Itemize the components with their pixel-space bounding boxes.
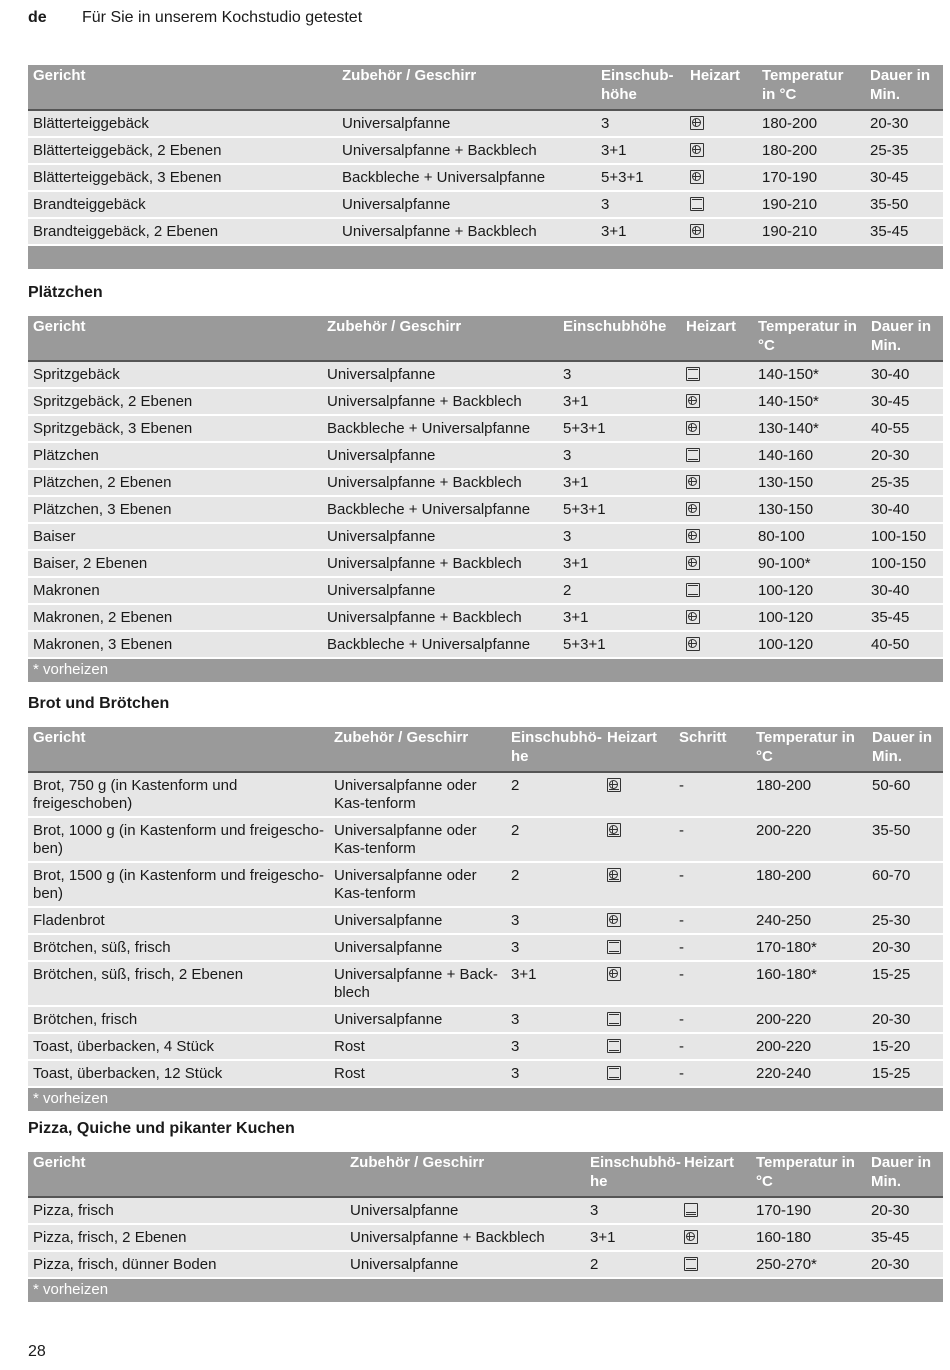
table-cell: Universalpfanne	[345, 1251, 585, 1278]
heating-mode-cell	[681, 631, 753, 658]
table-cell: 25-35	[865, 137, 943, 164]
table-cell: 20-30	[867, 934, 943, 961]
fan-heat-icon	[686, 421, 700, 435]
table-cell: 40-55	[866, 415, 943, 442]
table-cell: Plätzchen, 3 Ebenen	[28, 496, 322, 523]
fan-heat-icon	[686, 475, 700, 489]
pizza-heat-icon	[684, 1203, 698, 1217]
table-cell: Backbleche + Universalpfanne	[322, 496, 558, 523]
table-row	[28, 862, 943, 907]
table-cell: 200-220	[751, 1006, 867, 1033]
table-cell: Spritzgebäck	[28, 361, 322, 388]
table-cell: Universalpfanne	[322, 442, 558, 469]
table-cell: 3+1	[558, 604, 681, 631]
heating-mode-cell	[602, 961, 674, 1006]
table-cell: 90-100*	[753, 550, 866, 577]
column-header: Temperatur in °C	[757, 65, 865, 110]
table-pizza	[28, 1152, 943, 1302]
table-cell: Rost	[329, 1033, 506, 1060]
table-cell: Spritzgebäck, 3 Ebenen	[28, 415, 322, 442]
table-cell: Baiser	[28, 523, 322, 550]
table-cell: 3+1	[558, 388, 681, 415]
table-cell: 160-180*	[751, 961, 867, 1006]
table-cell: 5+3+1	[596, 164, 685, 191]
table-cell: 20-30	[866, 1197, 943, 1224]
column-header: Heizart	[679, 1152, 751, 1197]
table-cell: Spritzgebäck, 2 Ebenen	[28, 388, 322, 415]
table-cell: -	[674, 772, 751, 817]
table-cell: 140-160	[753, 442, 866, 469]
table-row	[28, 164, 943, 191]
bread-heat-icon	[607, 868, 621, 882]
table-cell: -	[674, 1060, 751, 1087]
table-cell: 5+3+1	[558, 631, 681, 658]
section-title-plaetzchen: Plätzchen	[28, 284, 103, 301]
table-cell: Universalpfanne + Backblech	[322, 388, 558, 415]
table-cell: 2	[506, 772, 602, 817]
table-cell: 100-120	[753, 577, 866, 604]
table-plaetzchen	[28, 316, 943, 682]
table-cell: 100-120	[753, 631, 866, 658]
table-cell: Pizza, frisch, dünner Boden	[28, 1251, 345, 1278]
table-row	[28, 415, 943, 442]
table-row	[28, 1033, 943, 1060]
table-cell: Universalpfanne	[329, 934, 506, 961]
table-cell: 35-50	[865, 191, 943, 218]
table-cell: Universalpfanne + Backblech	[345, 1224, 585, 1251]
table-cell: Plätzchen	[28, 442, 322, 469]
heating-mode-cell	[685, 191, 757, 218]
table-cell: Universalpfanne	[329, 907, 506, 934]
top-bottom-heat-icon	[686, 367, 700, 381]
table-cell: -	[674, 862, 751, 907]
top-bottom-heat-icon	[607, 1066, 621, 1080]
table-cell: Makronen, 2 Ebenen	[28, 604, 322, 631]
table-cell: Universalpfanne oder Kas-tenform	[329, 817, 506, 862]
table-row	[28, 550, 943, 577]
section-title-pizza: Pizza, Quiche und pikanter Kuchen	[28, 1120, 295, 1137]
language-code: de	[28, 9, 47, 26]
table-cell: 100-150	[866, 523, 943, 550]
table-cell: 2	[558, 577, 681, 604]
heating-mode-cell	[681, 496, 753, 523]
table-cell: -	[674, 1033, 751, 1060]
table-cell: Brandteiggebäck	[28, 191, 337, 218]
bread-heat-icon	[607, 778, 621, 792]
table-cell: Universalpfanne + Backblech	[322, 550, 558, 577]
table-cell: 5+3+1	[558, 496, 681, 523]
heating-mode-cell	[685, 164, 757, 191]
table-cell: 3	[558, 442, 681, 469]
table-cell: Universalpfanne + Backblech	[337, 218, 596, 245]
heating-mode-cell	[602, 1033, 674, 1060]
page-header	[28, 9, 362, 27]
heating-mode-cell	[685, 110, 757, 137]
table-cell: 30-40	[866, 361, 943, 388]
table-cell: Rost	[329, 1060, 506, 1087]
table-row	[28, 388, 943, 415]
table-cell: 25-30	[867, 907, 943, 934]
table-cell: Makronen	[28, 577, 322, 604]
table-cell: 2	[506, 862, 602, 907]
column-header: Gericht	[28, 1152, 345, 1197]
fan-heat-icon	[690, 116, 704, 130]
table-cell: 3+1	[596, 137, 685, 164]
table-cell: 200-220	[751, 817, 867, 862]
heating-mode-cell	[679, 1197, 751, 1224]
table-footer-bar	[28, 245, 943, 269]
table-cell: 180-200	[757, 137, 865, 164]
table-cell: Universalpfanne oder Kas-tenform	[329, 862, 506, 907]
fan-heat-icon	[686, 556, 700, 570]
table-cell: Universalpfanne + Backblech	[337, 137, 596, 164]
table-cell: 20-30	[866, 442, 943, 469]
table-cell: 3+1	[558, 469, 681, 496]
table-cell: 20-30	[867, 1006, 943, 1033]
table-cell: 25-35	[866, 469, 943, 496]
heating-mode-cell	[679, 1251, 751, 1278]
table-cell: 3+1	[585, 1224, 679, 1251]
table-cell: Toast, überbacken, 12 Stück	[28, 1060, 329, 1087]
table-cell: Pizza, frisch	[28, 1197, 345, 1224]
column-header: Gericht	[28, 65, 337, 110]
column-header: Einschubhö-he	[585, 1152, 679, 1197]
table-row	[28, 1060, 943, 1087]
table-cell: 50-60	[867, 772, 943, 817]
heating-mode-cell	[681, 523, 753, 550]
heating-mode-cell	[679, 1224, 751, 1251]
table-cell: 3	[506, 1033, 602, 1060]
table-cell: 3	[506, 1006, 602, 1033]
footnote: * vorheizen	[28, 658, 943, 682]
table-cell: Pizza, frisch, 2 Ebenen	[28, 1224, 345, 1251]
table-row	[28, 523, 943, 550]
table-cell: Brandteiggebäck, 2 Ebenen	[28, 218, 337, 245]
table-cell: Brot, 1000 g (in Kastenform und freigescho-ben)	[28, 817, 329, 862]
table-cell: 200-220	[751, 1033, 867, 1060]
bread-heat-icon	[607, 823, 621, 837]
table-row	[28, 934, 943, 961]
heating-mode-cell	[681, 442, 753, 469]
column-header: Zubehör / Geschirr	[337, 65, 596, 110]
table-cell: 180-200	[751, 772, 867, 817]
table-cell: 170-190	[757, 164, 865, 191]
table-cell: 3+1	[506, 961, 602, 1006]
fan-heat-icon	[690, 224, 704, 238]
table-cell: -	[674, 907, 751, 934]
table-cell: Universalpfanne	[345, 1197, 585, 1224]
table-cell: -	[674, 961, 751, 1006]
table-row	[28, 604, 943, 631]
table-cell: 100-150	[866, 550, 943, 577]
table-cell: 30-40	[866, 496, 943, 523]
table-cell: Brötchen, frisch	[28, 1006, 329, 1033]
table-cell: 170-180*	[751, 934, 867, 961]
table-cell: 30-45	[865, 164, 943, 191]
table-row	[28, 631, 943, 658]
table-cell: 35-50	[867, 817, 943, 862]
table-cell: -	[674, 934, 751, 961]
heating-mode-cell	[602, 862, 674, 907]
table-cell: 2	[506, 817, 602, 862]
table-cell: 170-190	[751, 1197, 866, 1224]
column-header: Zubehör / Geschirr	[345, 1152, 585, 1197]
table-cell: Makronen, 3 Ebenen	[28, 631, 322, 658]
table-cell: 20-30	[865, 110, 943, 137]
table-cell: Brötchen, süß, frisch	[28, 934, 329, 961]
table-cell: Universalpfanne	[322, 361, 558, 388]
table-cell: 30-40	[866, 577, 943, 604]
table-cell: 15-25	[867, 961, 943, 1006]
heating-mode-cell	[602, 772, 674, 817]
table-row	[28, 442, 943, 469]
heating-mode-cell	[602, 1006, 674, 1033]
table-cell: Backbleche + Universalpfanne	[322, 631, 558, 658]
table-row	[28, 1224, 943, 1251]
column-header: Zubehör / Geschirr	[329, 727, 506, 772]
table-cell: Backbleche + Universalpfanne	[322, 415, 558, 442]
table-row	[28, 772, 943, 817]
column-header: Dauer in Min.	[865, 65, 943, 110]
table-cell: 220-240	[751, 1060, 867, 1087]
table-cell: 180-200	[751, 862, 867, 907]
table-cell: 130-140*	[753, 415, 866, 442]
column-header: Dauer in Min.	[866, 1152, 943, 1197]
column-header: Temperatur in °C	[751, 727, 867, 772]
table-row	[28, 361, 943, 388]
table-cell: 40-50	[866, 631, 943, 658]
table-row	[28, 907, 943, 934]
fan-heat-icon	[684, 1230, 698, 1244]
table-cell: 35-45	[866, 604, 943, 631]
fan-heat-icon	[607, 967, 621, 981]
table-cell: Plätzchen, 2 Ebenen	[28, 469, 322, 496]
table-cell: -	[674, 1006, 751, 1033]
table-blaetterteig	[28, 65, 943, 269]
table-row	[28, 961, 943, 1006]
fan-heat-icon	[686, 610, 700, 624]
column-header: Heizart	[681, 316, 753, 361]
table-cell: 3	[596, 110, 685, 137]
table-cell: 130-150	[753, 469, 866, 496]
column-header: Dauer in Min.	[866, 316, 943, 361]
table-cell: Brötchen, süß, frisch, 2 Ebenen	[28, 961, 329, 1006]
table-cell: Toast, überbacken, 4 Stück	[28, 1033, 329, 1060]
table-cell: 240-250	[751, 907, 867, 934]
table-cell: -	[674, 817, 751, 862]
column-header: Einschub-höhe	[596, 65, 685, 110]
top-bottom-heat-icon	[684, 1257, 698, 1271]
footnote: * vorheizen	[28, 1087, 943, 1111]
column-header: Gericht	[28, 727, 329, 772]
heating-mode-cell	[685, 218, 757, 245]
column-header: Dauer in Min.	[867, 727, 943, 772]
table-cell: 15-25	[867, 1060, 943, 1087]
table-cell: Universalpfanne + Backblech	[322, 469, 558, 496]
top-bottom-heat-icon	[686, 583, 700, 597]
fan-heat-icon	[607, 913, 621, 927]
table-cell: Baiser, 2 Ebenen	[28, 550, 322, 577]
table-row	[28, 577, 943, 604]
table-cell: Universalpfanne + Back-blech	[329, 961, 506, 1006]
fan-heat-icon	[686, 502, 700, 516]
table-row	[28, 1251, 943, 1278]
table-row	[28, 469, 943, 496]
table-cell: 3+1	[558, 550, 681, 577]
heating-mode-cell	[602, 907, 674, 934]
table-cell: Universalpfanne oder Kas-tenform	[329, 772, 506, 817]
table-row	[28, 218, 943, 245]
column-header: Heizart	[602, 727, 674, 772]
column-header: Einschubhöhe	[558, 316, 681, 361]
heating-mode-cell	[681, 577, 753, 604]
table-cell: 3	[558, 523, 681, 550]
table-cell: 130-150	[753, 496, 866, 523]
fan-heat-icon	[690, 143, 704, 157]
table-cell: 100-120	[753, 604, 866, 631]
table-cell: 5+3+1	[558, 415, 681, 442]
table-cell: 3	[506, 907, 602, 934]
heating-mode-cell	[602, 934, 674, 961]
section-title-brot: Brot und Brötchen	[28, 695, 170, 712]
heating-mode-cell	[602, 1060, 674, 1087]
heating-mode-cell	[681, 415, 753, 442]
column-header: Schritt	[674, 727, 751, 772]
table-cell: Blätterteiggebäck	[28, 110, 337, 137]
table-cell: Backbleche + Universalpfanne	[337, 164, 596, 191]
table-cell: 20-30	[866, 1251, 943, 1278]
heating-mode-cell	[685, 137, 757, 164]
column-header: Heizart	[685, 65, 757, 110]
table-cell: Brot, 750 g (in Kastenform und freigeschoben)	[28, 772, 329, 817]
column-header: Temperatur in °C	[751, 1152, 866, 1197]
column-header: Temperatur in °C	[753, 316, 866, 361]
table-cell: 35-45	[866, 1224, 943, 1251]
table-cell: 35-45	[865, 218, 943, 245]
table-cell: Universalpfanne	[322, 523, 558, 550]
header-title: Für Sie in unserem Kochstudio getestet	[82, 9, 363, 26]
table-cell: 30-45	[866, 388, 943, 415]
fan-heat-icon	[686, 637, 700, 651]
column-header: Einschubhö-he	[506, 727, 602, 772]
table-cell: 180-200	[757, 110, 865, 137]
table-cell: Universalpfanne	[337, 191, 596, 218]
heating-mode-cell	[681, 469, 753, 496]
table-cell: Blätterteiggebäck, 2 Ebenen	[28, 137, 337, 164]
table-cell: 3	[558, 361, 681, 388]
top-bottom-heat-icon	[607, 1012, 621, 1026]
table-row	[28, 1006, 943, 1033]
footnote: * vorheizen	[28, 1278, 943, 1302]
table-cell: 2	[585, 1251, 679, 1278]
heating-mode-cell	[681, 550, 753, 577]
table-cell: Universalpfanne	[322, 577, 558, 604]
top-bottom-heat-icon	[607, 940, 621, 954]
table-cell: 160-180	[751, 1224, 866, 1251]
table-row	[28, 817, 943, 862]
table-row	[28, 191, 943, 218]
table-cell: 140-150*	[753, 361, 866, 388]
column-header: Gericht	[28, 316, 322, 361]
heating-mode-cell	[681, 388, 753, 415]
table-row	[28, 496, 943, 523]
top-bottom-heat-icon	[690, 197, 704, 211]
table-cell: 190-210	[757, 191, 865, 218]
table-cell: 190-210	[757, 218, 865, 245]
table-cell: 3+1	[596, 218, 685, 245]
table-cell: 60-70	[867, 862, 943, 907]
table-cell: 3	[596, 191, 685, 218]
table-cell: 80-100	[753, 523, 866, 550]
table-cell: 15-20	[867, 1033, 943, 1060]
table-cell: 250-270*	[751, 1251, 866, 1278]
table-cell: Universalpfanne	[337, 110, 596, 137]
top-bottom-heat-icon	[686, 448, 700, 462]
fan-heat-icon	[686, 529, 700, 543]
page-number: 28	[28, 1343, 46, 1360]
table-cell: Brot, 1500 g (in Kastenform und freigescho-ben)	[28, 862, 329, 907]
top-bottom-heat-icon	[607, 1039, 621, 1053]
table-cell: 140-150*	[753, 388, 866, 415]
table-brot	[28, 727, 943, 1111]
table-cell: Universalpfanne + Backblech	[322, 604, 558, 631]
heating-mode-cell	[681, 604, 753, 631]
table-cell: Fladenbrot	[28, 907, 329, 934]
heating-mode-cell	[602, 817, 674, 862]
table-cell: 3	[585, 1197, 679, 1224]
table-row	[28, 1197, 943, 1224]
table-cell: Blätterteiggebäck, 3 Ebenen	[28, 164, 337, 191]
fan-heat-icon	[690, 170, 704, 184]
column-header: Zubehör / Geschirr	[322, 316, 558, 361]
table-cell: 3	[506, 1060, 602, 1087]
table-row	[28, 110, 943, 137]
table-row	[28, 137, 943, 164]
table-cell: Universalpfanne	[329, 1006, 506, 1033]
heating-mode-cell	[681, 361, 753, 388]
table-cell: 3	[506, 934, 602, 961]
fan-heat-icon	[686, 394, 700, 408]
